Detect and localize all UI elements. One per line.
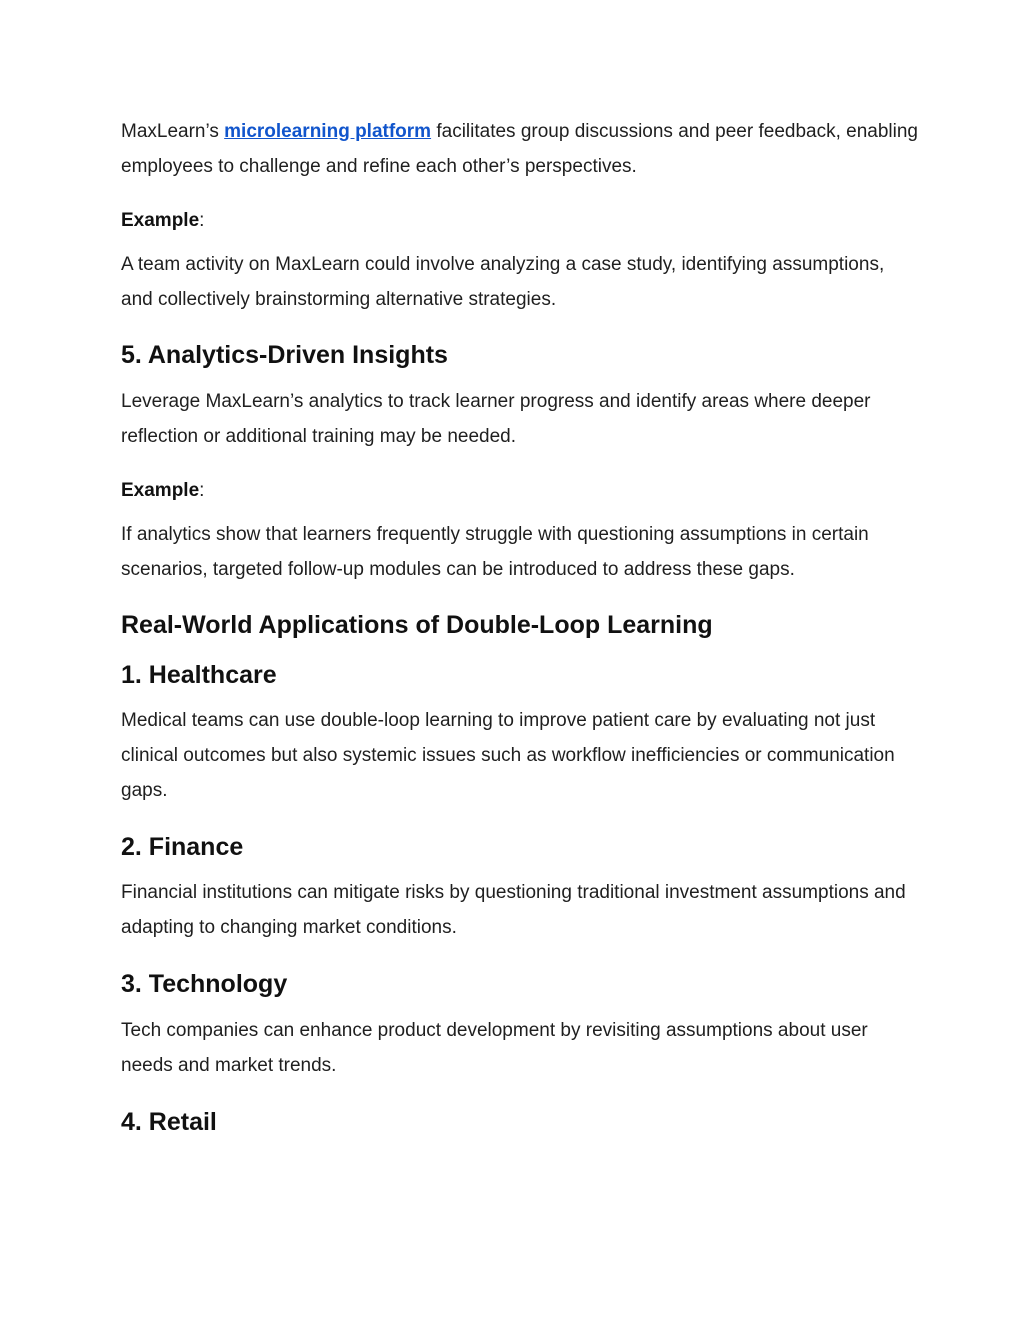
finance-paragraph: Financial institutions can mitigate risks by questioning traditional investment assumptions and adapting to changing market conditions. xyxy=(121,882,906,938)
example-label-bold: Example xyxy=(121,210,200,231)
example-colon: : xyxy=(199,210,205,231)
intro-text-before-link: MaxLearn’s xyxy=(121,121,225,142)
section-5-paragraph: Leverage MaxLearn’s analytics to track learner progress and identify areas where deeper reflection or additional training may be needed. xyxy=(121,391,871,447)
technology-heading: 3. Technology xyxy=(121,970,288,998)
applications-heading: Real-World Applications of Double-Loop Learning xyxy=(121,611,713,639)
intro-paragraph xyxy=(121,114,921,184)
example-2-paragraph: If analytics show that learners frequently struggle with questioning assumptions in certain scenarios, targeted follow-up modules can be introduced to address these gaps. xyxy=(121,524,869,580)
section-5-heading: 5. Analytics-Driven Insights xyxy=(121,341,448,369)
technology-paragraph: Tech companies can enhance product development by revisiting assumptions about user needs and market trends. xyxy=(121,1020,868,1076)
example-label-bold: Example xyxy=(121,480,200,501)
microlearning-platform-link[interactable]: microlearning platform xyxy=(224,121,432,142)
example-colon: : xyxy=(199,480,205,501)
example-label-1 xyxy=(121,209,204,233)
example-1-paragraph: A team activity on MaxLearn could involve analyzing a case study, identifying assumptions, and collectively brainstorming alternative strategies. xyxy=(121,254,885,310)
retail-heading: 4. Retail xyxy=(121,1108,217,1136)
healthcare-paragraph: Medical teams can use double-loop learning to improve patient care by evaluating not just clinical outcomes but also systemic issues such as workflow inefficiencies or communication gaps. xyxy=(121,710,895,801)
example-label-2 xyxy=(121,479,204,503)
finance-heading: 2. Finance xyxy=(121,833,244,861)
intro-text-after-link: facilitates group discussions and peer feedback, enabling employees to challenge and refine each other’s perspectives. xyxy=(121,121,918,177)
healthcare-heading: 1. Healthcare xyxy=(121,661,277,689)
